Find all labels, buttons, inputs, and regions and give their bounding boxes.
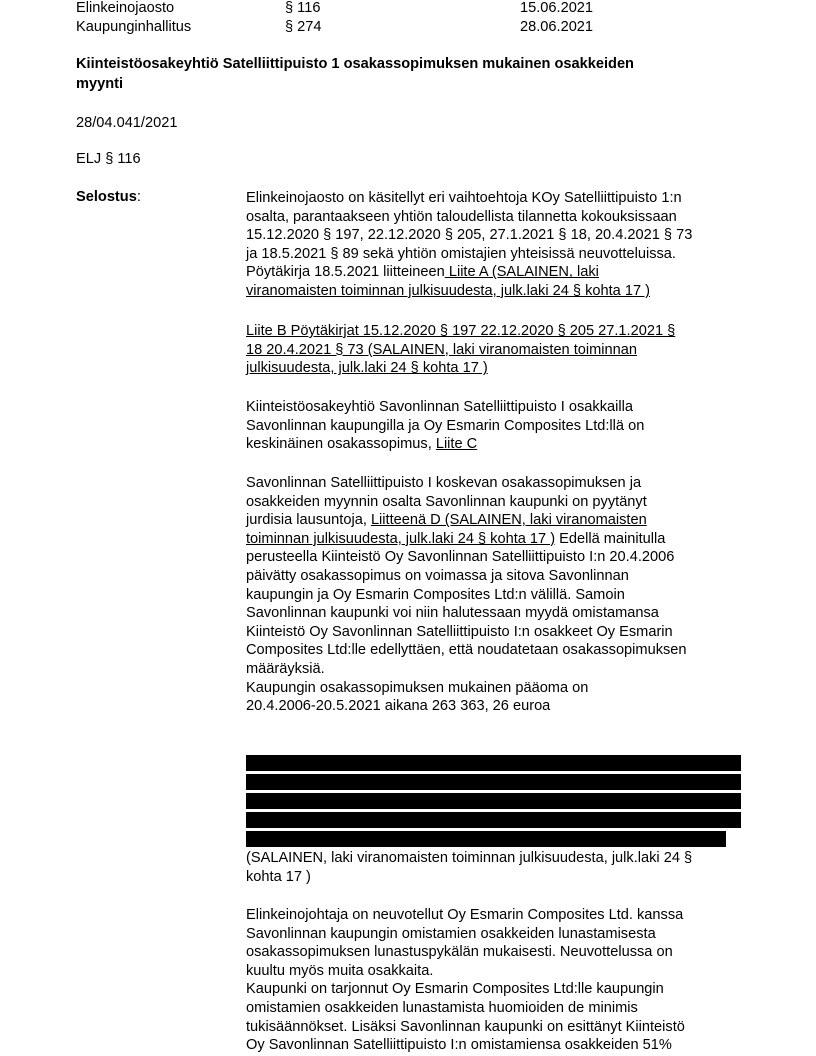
meeting-body: Kaupunginhallitus: [76, 19, 192, 35]
page-title-line-2: myynti: [76, 76, 124, 92]
redacted-line-4: [246, 812, 741, 828]
paragraph-6: Elinkeinojohtaja on neuvotellut Oy Esmarin Composites Ltd. kanssa Savonlinnan kaupungin omistamien osakkeiden lunastamisesta osakassopimuksen lunastuspykälän mukaisesti. Neuvottelussa on kuultu myös muita osakkaita. Kaupunki on tarjonnut Oy Esmarin Composites Ltd:lle kaupungin omistamien osakkeiden lunastamista huomioiden de minimis tukisäännökset. Lisäksi Savonlinnan kaupunki on esittänyt Kiinteistö Oy Savonlinnan Satelliittipuisto I:n omistamiensa osakkeiden 51%: [246, 907, 685, 1054]
section-number: § 274: [285, 19, 322, 35]
attachment-b-link[interactable]: Liite B Pöytäkirjat 15.12.2020 § 197 22.12.2020 § 205 27.1.2021 § 18 20.4.2021 § 73 (SALAINEN, laki viranomaisten toiminnan julkisuudesta, julk.laki 24 § kohta 17 ): [246, 323, 676, 377]
attachment-a-link-cont[interactable]: viranomaisten toiminnan julkisuudesta, julk.laki 24 § kohta 17 ): [246, 282, 650, 299]
paragraph-3: Kiinteistöosakeyhtiö Savonlinnan Satelliittipuisto I osakkailla Savonlinnan kaupungilla ja Oy Esmarin Composites Ltd:llä on keskinäinen osakassopimus, Liite C: [246, 399, 645, 453]
paragraph-4: Savonlinnan Satelliittipuisto I koskevan osakassopimuksen ja osakkeiden myynnin osalta Savonlinnan kaupunki on pyytänyt jurdisia lausuntoja, Liitteenä D (SALAINEN, laki viranomaisten toiminnan julkisuudesta, julk.laki 24 § kohta 17 ) Edellä mainitulla perusteella Kiinteistö Oy Savonlinnan Satelliittipuisto I:n 20.4.2006 päivätty osakassopimus on voimassa ja sitova Savonlinnan kaupungin ja Oy Esmarin Composites Ltd:n välillä. Samoin Savonlinnan kaupunki voi niin halutessaan myydä omistamansa Kiinteistö Oy Savonlinnan Satelliittipuisto I:n osakkeet Oy Esmarin Composites Ltd:lle edellyttäen, että noudatetaan osakassopimuksen määräyksiä. Kaupungin osakassopimuksen mukainen pääoma on 20.4.2006-20.5.2021 aikana 263 363, 26 euroa: [246, 475, 687, 715]
redacted-line-2: [246, 774, 741, 790]
attachment-c-link[interactable]: Liite C: [435, 436, 478, 453]
attachment-d-link-cont[interactable]: toiminnan julkisuudesta, julk.laki 24 § kohta 17 ): [246, 530, 556, 547]
redacted-line-3: [246, 793, 741, 809]
page-title-line-1: Kiinteistöosakeyhtiö Satelliittipuisto 1 osakassopimuksen mukainen osakkeiden: [76, 56, 634, 72]
attachment-a-link[interactable]: Liite A (SALAINEN, laki: [444, 264, 599, 281]
paragraph-1: Elinkeinojaosto on käsitellyt eri vaihtoehtoja KOy Satelliittipuisto 1:n osalta, parantaakseen yhtiön taloudellista tilannetta kokouksissaan 15.12.2020 § 197, 22.12.2020 § 205, 27.1.2021 § 18, 20.4.2021 § 73 ja 18.5.2021 § 89 sekä yhtiön omistajien yhteisissä neuvotteluissa. Pöytäkirja 18.5.2021 liitteineen Liite A (SALAINEN, laki viranomaisten toiminnan julkisuudesta, julk.laki 24 § kohta 17 ): [246, 189, 746, 301]
diary-number: 28/04.041/2021: [76, 115, 178, 131]
redacted-line-5: [246, 831, 726, 847]
reference: ELJ § 116: [76, 151, 141, 167]
attachment-d-link[interactable]: Liitteenä D (SALAINEN, laki viranomaisten: [370, 512, 647, 529]
meeting-date: 15.06.2021: [520, 0, 594, 16]
meeting-date: 28.06.2021: [520, 19, 594, 35]
section-number: § 116: [285, 0, 321, 16]
section-label: Selostus:: [76, 189, 141, 205]
redacted-line-1: [246, 755, 741, 771]
meeting-body: Elinkeinojaosto: [76, 0, 175, 16]
confidentiality-note: (SALAINEN, laki viranomaisten toiminnan julkisuudesta, julk.laki 24 § kohta 17 ): [246, 850, 693, 885]
